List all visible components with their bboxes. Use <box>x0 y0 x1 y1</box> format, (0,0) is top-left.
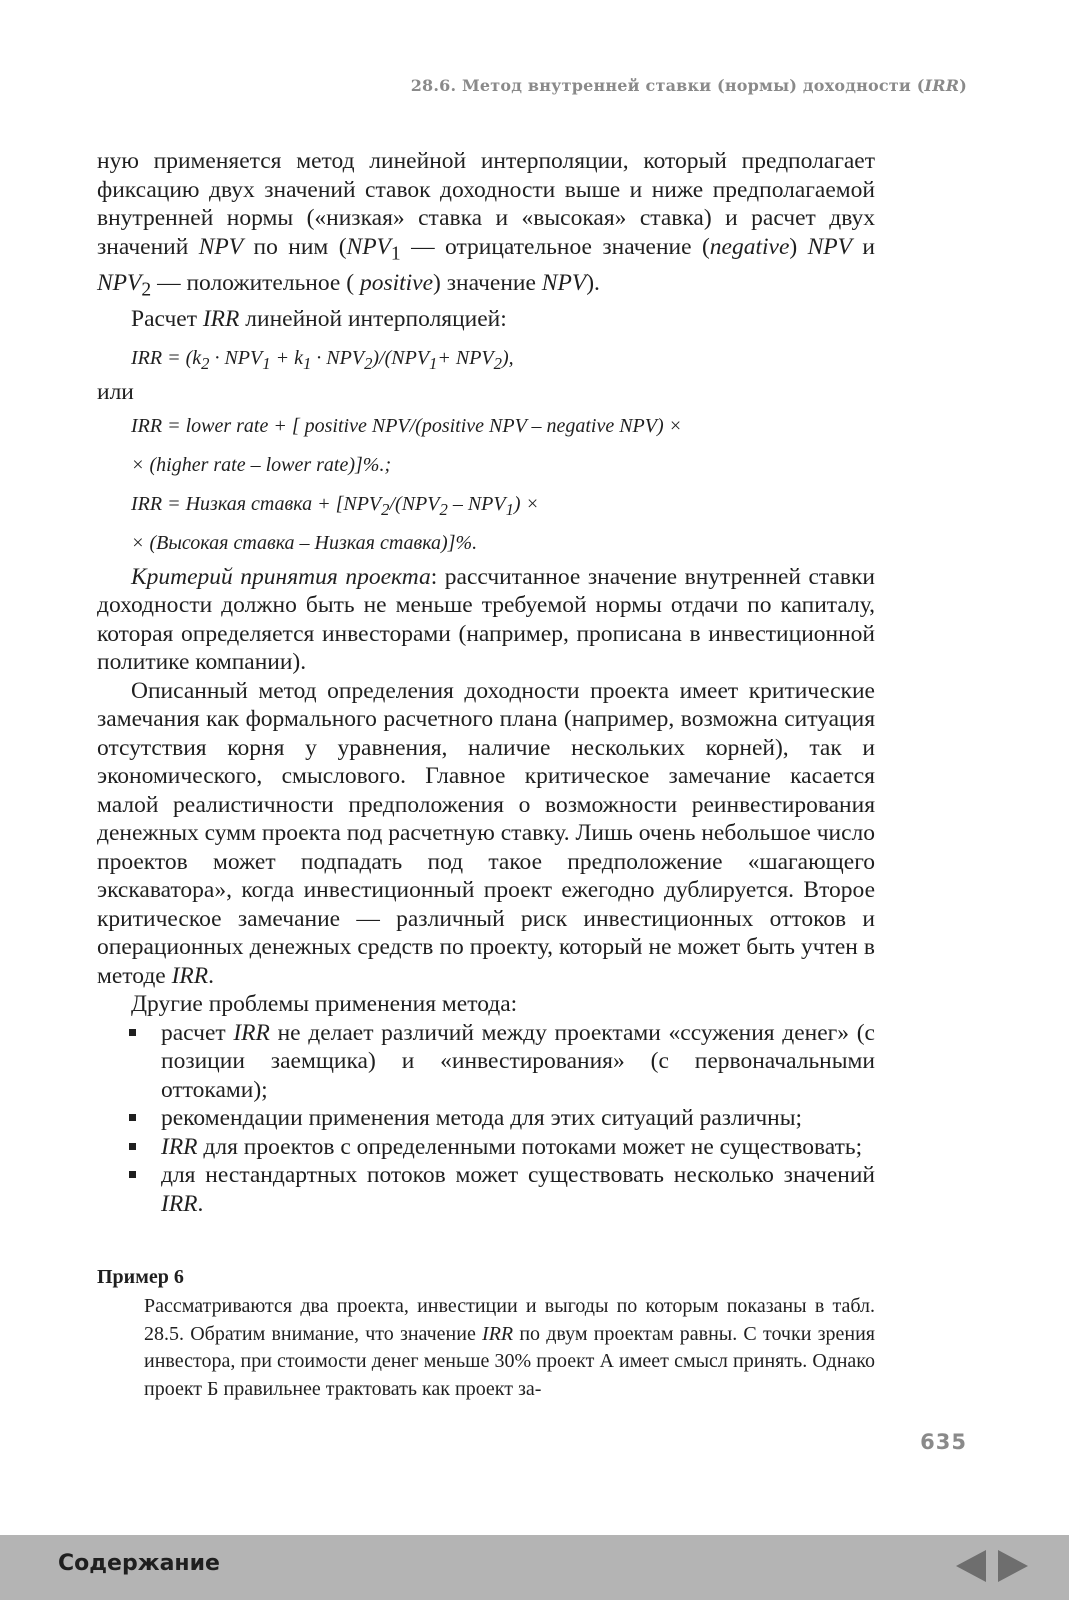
formula-run: · NPV <box>311 347 365 370</box>
bullet-square-icon <box>129 1114 136 1121</box>
term-npv: NPV <box>541 269 587 296</box>
subscript: 2 <box>493 354 502 374</box>
running-head-term: IRR <box>924 76 960 95</box>
navigation-bar <box>0 1535 1069 1600</box>
text-run: ) значение <box>433 269 542 296</box>
formula-irr-english-line1: IRR = lower rate + [ positive NPV/(positive NPV – negative NPV) × <box>131 414 683 437</box>
subscript: 1 <box>302 354 312 374</box>
subscript: 2 <box>364 354 373 374</box>
subscript: 1 <box>505 499 514 519</box>
paragraph-other-problems: Другие проблемы применения метода: <box>131 991 518 1018</box>
list-item <box>97 1019 875 1105</box>
text-run: ) <box>789 233 808 260</box>
term-npv2: NPV <box>97 269 142 296</box>
term-irr: IRR <box>233 1019 270 1046</box>
table-of-contents-link[interactable]: Содержание <box>58 1551 220 1576</box>
page-number: 635 <box>920 1430 967 1454</box>
triangle-left-icon <box>954 1548 988 1584</box>
text-run: . <box>197 1190 204 1217</box>
running-head-prefix: 28.6. Метод внутренней ставки (нормы) доходности ( <box>410 76 925 95</box>
formula-run: + NPV <box>437 347 494 370</box>
list-item <box>97 1133 875 1162</box>
text-run: для нестандартных потоков может существовать несколько значений <box>161 1162 875 1189</box>
text-run: рекомендации применения метода для этих ситуаций различны; <box>161 1105 803 1132</box>
subscript: 1 <box>429 354 438 374</box>
subscript: 1 <box>262 354 271 374</box>
term-irr: IRR <box>161 1190 198 1217</box>
formula-run: /(NPV <box>389 492 440 515</box>
formula-run: + k <box>270 347 303 370</box>
text-run: : рассчитанное значение внутренней ставки доходности должно быть не меньше требуемой нормы отдачи по капиталу, которая определяется инвесторами (например, прописана в инвестиционной политике компании). <box>97 563 875 676</box>
term-irr: IRR <box>482 1322 514 1345</box>
formula-run: IRR = Низкая ставка + [NPV <box>131 492 382 515</box>
term-irr: IRR <box>202 305 240 332</box>
bullet-square-icon <box>129 1143 136 1150</box>
text-run: Описанный метод определения доходности проекта имеет критические замечания как формального расчетного плана (например, возможна ситуация отсутствия корня у уравнения, наличие нескольких корней), так и экономического, смыслового. Главное критическое замечание касается малой реалистичности предположения о возможности реинвестирования денежных сумм проекта под расчетную ставку. Лишь очень небольшое число проектов может подпадать под такое предположение «шагающего экскаватора», когда инвестиционный проект ежегодно дублируется. Второе критическое замечание — различный риск инвестиционных оттоков и операционных денежных средств по проекту, который не может быть учтен в методе <box>97 677 875 989</box>
text-run: и <box>852 233 875 260</box>
formula-run: ), <box>501 347 514 370</box>
text-run: Расчет <box>131 305 203 332</box>
text-run: — отрицательное значение ( <box>400 233 710 260</box>
formula-run: · NPV <box>209 347 263 370</box>
paragraph-interpolation-intro <box>97 147 875 305</box>
running-head <box>411 76 967 95</box>
formula-run: – NPV <box>447 492 506 515</box>
next-page-button[interactable] <box>996 1548 1030 1584</box>
page-content <box>97 147 875 1218</box>
criterion-label: Критерий принятия проекта <box>131 563 431 590</box>
subscript: 1 <box>390 243 401 265</box>
previous-page-button[interactable] <box>954 1548 988 1584</box>
paragraph-irr-calc <box>97 305 875 334</box>
list-item <box>97 1161 875 1218</box>
subscript: 2 <box>439 499 448 519</box>
subscript: 2 <box>201 354 210 374</box>
formula-irr-english-line2: × (higher rate – lower rate)]%.; <box>131 453 392 476</box>
formula-run: IRR = (k <box>131 347 202 370</box>
term-npv: NPV <box>807 233 853 260</box>
text-run: для проектов с определенными потоками может не существовать; <box>197 1133 863 1160</box>
term-positive: positive <box>359 269 434 296</box>
list-item <box>97 1104 875 1133</box>
running-head-suffix: ) <box>959 76 967 95</box>
term-irr: IRR <box>171 962 209 989</box>
bullet-square-icon <box>129 1029 136 1036</box>
formula-irr-interpolation <box>97 339 875 378</box>
formula-irr-russian-line2: × (Высокая ставка – Низкая ставка)]%. <box>131 531 478 554</box>
problems-list <box>97 1019 875 1219</box>
term-irr: IRR <box>161 1133 198 1160</box>
formula-run: )/(NPV <box>372 347 430 370</box>
connector-or: или <box>97 379 134 406</box>
text-run: линейной интерполяцией: <box>239 305 507 332</box>
text-run: по двум проектам равны. С точки зрения инвестора, при стоимости денег меньше 30% проект А имеет смысл принять. Однако проект Б правильнее трактовать как проект за- <box>144 1322 875 1400</box>
term-npv: NPV <box>198 233 244 260</box>
subscript: 2 <box>141 279 152 301</box>
text-run: ). <box>586 269 600 296</box>
subscript: 2 <box>381 499 390 519</box>
term-negative: negative <box>709 233 790 260</box>
text-run: не делает различий между проектами «ссужения денег» (с позиции заемщика) и «инвестирования» (с первоначальными оттоками); <box>161 1019 875 1103</box>
paragraph-acceptance-criterion <box>97 563 875 677</box>
text-run: ную применяется метод линейной интерполяции, который предполагает фиксацию двух значений ставок доходности выше и ниже предполагаемой внутренней нормы («низкая» ставка и «высокая» ставка) и расчет двух значений <box>97 148 875 260</box>
text-run: . <box>208 962 215 989</box>
text-run: — положительное ( <box>151 269 360 296</box>
text-run: Рассматриваются два проекта, инвестиции и выгоды по которым показаны в табл. 28.5. Обратим внимание, что значение <box>144 1295 875 1345</box>
example-body <box>144 1293 875 1403</box>
text-run: по ним ( <box>243 233 347 260</box>
triangle-right-icon <box>996 1548 1030 1584</box>
term-npv1: NPV <box>346 233 391 260</box>
example-heading: Пример 6 <box>97 1266 184 1288</box>
bullet-square-icon <box>129 1171 136 1178</box>
paragraph-critique <box>97 677 875 991</box>
formula-irr-russian-line1 <box>97 485 875 524</box>
text-run: расчет <box>161 1019 234 1046</box>
formula-run: ) × <box>513 492 540 515</box>
